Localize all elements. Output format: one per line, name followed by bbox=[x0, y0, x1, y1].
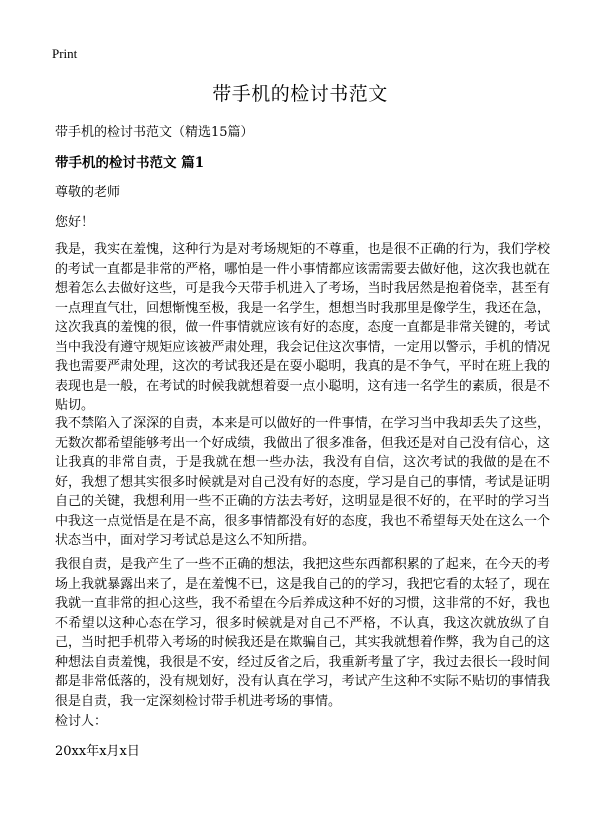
document-subtitle: 带手机的检讨书范文（精选15篇） bbox=[55, 125, 254, 140]
body-paragraph-1: 我是，我实在羞愧，这种行为是对考场规矩的不尊重，也是很不正确的行为，我们学校的考试一直都是非常的严格，哪怕是一件小事情都应该需需要去做好他，这次我也就在想着怎么去做好这些，可是我今天带手机进入了考场，当时我居然是抱着侥幸，甚至有一点理直气壮，回想惭愧至极，我是一名学生，想想当时我那里是像学生，我还在急，这次我真的羞愧的很，做一件事情就应该有好的态度，态度一直都是非常关键的，考试当中我没有遵守规矩应该被严肃处理，我会记住这次事情，一定用以警示，手机的情况我也需要严肃处理，这次的考试我还是在耍小聪明，我真的是不争气，平时在班上我的表现也是一般，在考试的时候我就想着耍一点小聪明，这有违一名学生的素质，很是不贴切。 bbox=[55, 242, 550, 413]
greeting-line: 尊敬的老师 bbox=[55, 185, 121, 200]
page-title: 带手机的检讨书范文 bbox=[212, 83, 388, 105]
signature-date: 20xx年x月x日 bbox=[55, 744, 140, 759]
print-link[interactable]: Print bbox=[52, 46, 78, 61]
hello-line: 您好！ bbox=[55, 215, 95, 230]
signer-label: 检讨人： bbox=[55, 714, 108, 729]
section-heading: 带手机的检讨书范文 篇1 bbox=[55, 155, 205, 171]
body-paragraph-3: 我很自责，是我产生了一些不正确的想法，我把这些东西都积累的了起来，在今天的考场上我就暴露出来了，是在羞愧不已，这是我自己的的学习，我把它看的太轻了，现在我就一直非常的担心这些，我不希望在今后养成这种不好的习惯，这非常的不好，我也不希望以这种心态在学习，很多时候就是对自己不严格，不认真，我这次就放纵了自己，当时把手机带入考场的时候我还是在欺骗自己，其实我就想着作弊，我为自己的这种想法自责羞愧，我很是不安，经过反省之后，我重新考量了字，我过去很长一段时间都是非常低落的，没有规划好，没有认真在学习，考试产生这种不实际不贴切的事情我很是自责，我一定深刻检讨带手机进考场的事情。 bbox=[55, 557, 550, 709]
body-paragraph-2: 我不禁陷入了深深的自责，本来是可以做好的一件事情，在学习当中我却丢失了这些，无数次都希望能够考出一个好成绩，我做出了很多准备，但我还是对自己没有信心，这让我真的非常自责，于是我就在想一些办法，我没有自信，这次考试的我做的是在不好，我想了想其实很多时候就是对自己没有好的态度，学习是自己的事情，考试是证明自己的关键，我想利用一些不正确的方法去考好，这明显是很不好的，在平时的学习当中我这一点觉悟是在是不高，很多事情都没有好的态度，我也不希望每天处在这么一个状态当中，面对学习考试总是这么不知所措。 bbox=[55, 416, 550, 548]
